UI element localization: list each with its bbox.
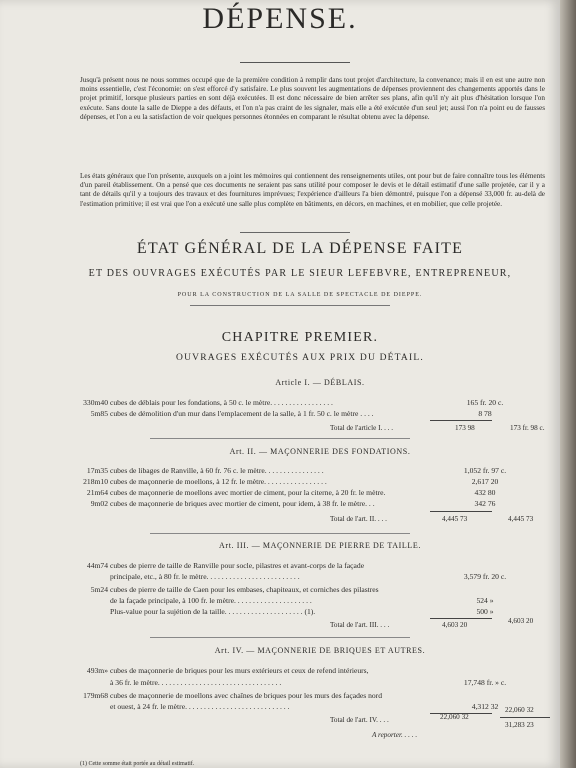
separator: [150, 533, 410, 534]
amount: 1,052 fr. 97 c.: [463, 466, 507, 475]
description: cubes de libages de Ranville, à 60 fr. 76 c. le mètre. . . . . . . . . . . . . . . .: [110, 466, 324, 475]
grand-total: 31,283 23: [505, 721, 534, 729]
table-row: [70, 499, 550, 509]
article-heading: Art. IV. — MAÇONNERIE DE BRIQUES ET AUTRES.: [214, 646, 426, 655]
amount: 8 78: [478, 409, 492, 418]
article-heading: Art. II. — MAÇONNERIE DES FONDATIONS.: [229, 447, 411, 456]
table-row: [70, 585, 550, 595]
description: cubes de maçonnerie de moellons avec mortier de ciment, pour la citerne, à 20 fr. le mètre.: [110, 488, 386, 497]
table-row: [70, 607, 550, 617]
table-row: [70, 702, 550, 712]
amount: 500 »: [476, 607, 494, 616]
table-row: [70, 477, 550, 487]
sum-rule: [500, 717, 550, 718]
intro-paragraph-2: Les états généraux que l'on présente, auxquels on a joint les mémoires qui contiennent des renseignements utiles, ont pour but de faire connaître tous les éléments d'un pareil établissement. On a pensé que ces documents ne seraient pas sans utilité pour composer le devis et le détail estimatif d'une salle projetée, car il y a tant de détails qu'il y a toujours des travaux et des fournitures imprévues; l'expérience d'ailleurs l'a bien démontré, puisque l'on a dépensé 33,000 fr. au-delà de l'estimation primitive; il est vrai que l'on a exécuté une salle plus complète en bâtiments, en décors, en machines, et en mobilier, que celle projetée.: [80, 172, 545, 208]
table-row: [70, 596, 550, 606]
table-row: [70, 691, 550, 701]
quantity: 5m24: [90, 585, 108, 594]
table-row: [70, 488, 550, 498]
quantity: 5m85: [90, 409, 108, 418]
description: cubes de maçonnerie de moellons avec chaînes de briques pour les murs des façades nord: [110, 691, 383, 700]
amount: 432 80: [474, 488, 496, 497]
page-title: DÉPENSE.: [202, 2, 358, 35]
article-carried: 4,445 73: [508, 515, 534, 523]
chapter-title: CHAPITRE PREMIER.: [221, 330, 379, 345]
description: Plus-value pour la sujétion de la taille. . . . . . . . . . . . . . . . . . . . . (1).: [110, 607, 316, 616]
amount: 3,579 fr. 20 c.: [463, 572, 507, 581]
amount: 342 76: [474, 499, 496, 508]
description: cubes de maçonnerie de briques pour les murs extérieurs et ceux de refend intérieurs,: [110, 666, 369, 675]
decorative-rule: [240, 62, 350, 63]
chapter-subtitle: OUVRAGES EXÉCUTÉS AUX PRIX DU DÉTAIL.: [176, 353, 424, 363]
description: cubes de pierre de taille de Ranville pour socle, pilastres et avant-corps de la façade: [110, 561, 365, 570]
separator: [150, 637, 410, 638]
description: cubes de pierre de taille de Caen pour les embases, chapiteaux, et corniches des pilastres: [110, 585, 379, 594]
description: cubes de démolition d'un mur dans l'emplacement de la salle, à 1 fr. 50 c. le mètre . . . .: [110, 409, 374, 418]
article-carried: 173 fr. 98 c.: [510, 424, 545, 432]
quantity: 493m»: [86, 666, 108, 675]
article-total: 22,060 32: [440, 713, 469, 721]
intro-paragraph-1: Jusqu'à présent nous ne nous sommes occupé que de la première condition à remplir dans tout projet d'architecture, la convenance; mais il en est une autre non moins essentielle, c'est l'économie: on s'est efforcé d'y satisfaire. Le plus souvent les augmentations de dépenses proviennent des changements apportés dans le projet primitif, lorsque plusieurs parties en sont déjà exécutées. Il est donc nécessaire de bien arrêter ses plans, afin qu'il n'y ait plus d'hésitation lorsque l'on exécute. Sans doute la salle de Dieppe a des défauts, et l'on n'a pas craint de les signaler, mais elle a été exécutée d'un seul jet; aussi l'on n'a point eu de fausses dépenses, et l'on a eu la satisfaction de voir quelques personnes étonnées en comparant le résultat obtenu avec la dépense.: [80, 76, 545, 121]
sum-rule: [430, 618, 492, 619]
amount: 524 »: [476, 596, 494, 605]
article-total: 173 98: [455, 424, 475, 432]
quantity: 218m10: [83, 477, 108, 486]
quantity: 44m74: [86, 561, 108, 570]
amount: 165 fr. 20 c.: [466, 398, 504, 407]
heading-rule: [190, 305, 390, 306]
description: cubes de déblais pour les fondations, à 50 c. le mètre. . . . . . . . . . . . . . . . .: [110, 398, 333, 407]
amount: 17,748 fr. » c.: [463, 678, 507, 687]
article-carried: 4,603 20: [508, 617, 534, 625]
description: de la façade principale, à 100 fr. le mètre. . . . . . . . . . . . . . . . . . . . .: [110, 596, 312, 605]
description: cubes de maçonnerie de moellons, à 12 fr. le mètre. . . . . . . . . . . . . . . . .: [110, 477, 327, 486]
a-reporter: A reporter. . . . .: [372, 731, 418, 739]
table-row: [70, 398, 550, 408]
article-total-label: Total de l'art. II. . . .: [330, 515, 387, 523]
quantity: 21m64: [86, 488, 108, 497]
sum-rule: [430, 511, 492, 512]
article-heading: Article I. — DÉBLAIS.: [275, 378, 365, 387]
table-row: [70, 572, 550, 582]
separator: [150, 438, 410, 439]
article-heading: Art. III. — MAÇONNERIE DE PIERRE DE TAILLE.: [219, 541, 421, 550]
article-total-label: Total de l'article I. . . .: [330, 424, 394, 432]
article-total: 4,445 73: [442, 515, 468, 523]
ouvrages-heading: ET DES OUVRAGES EXÉCUTÉS PAR LE SIEUR LEFEBVRE, ENTREPRENEUR,: [88, 268, 512, 279]
quantity: 9m02: [90, 499, 108, 508]
amount: 4,312 32: [471, 702, 499, 711]
sum-rule: [430, 420, 492, 421]
quantity: 17m35: [86, 466, 108, 475]
page-edge: [560, 0, 576, 768]
article-total: 4,603 20: [442, 621, 468, 629]
amount: 2,617 20: [471, 477, 499, 486]
description: principale, etc., à 80 fr. le mètre. . . . . . . . . . . . . . . . . . . . . . . . .: [110, 572, 300, 581]
description: et ouest, à 24 fr. le mètre. . . . . . . . . . . . . . . . . . . . . . . . . . . .: [110, 702, 290, 711]
decorative-rule: [240, 232, 350, 233]
article-total-label: Total de l'art. III. . . .: [330, 621, 390, 629]
article-carried: 22,060 32: [505, 706, 534, 714]
quantity: 330m40: [83, 398, 108, 407]
table-row: [70, 666, 550, 676]
etat-heading: ÉTAT GÉNÉRAL DE LA DÉPENSE FAITE: [136, 240, 464, 257]
table-row: [70, 561, 550, 571]
pour-heading: POUR LA CONSTRUCTION DE LA SALLE DE SPECTACLE DE DIEPPE.: [177, 292, 423, 298]
table-row: [70, 678, 550, 688]
description: cubes de maçonnerie de briques avec mortier de ciment, pour idem, à 38 fr. le mètre. . .: [110, 499, 375, 508]
table-row: [70, 466, 550, 476]
footnote: (1) Cette somme était portée au détail estimatif.: [80, 761, 195, 767]
quantity: 179m68: [83, 691, 108, 700]
article-total-label: Total de l'art. IV. . . .: [330, 716, 389, 724]
description: à 36 fr. le mètre. . . . . . . . . . . . . . . . . . . . . . . . . . . . . . . . .: [110, 678, 282, 687]
table-row: [70, 409, 550, 419]
